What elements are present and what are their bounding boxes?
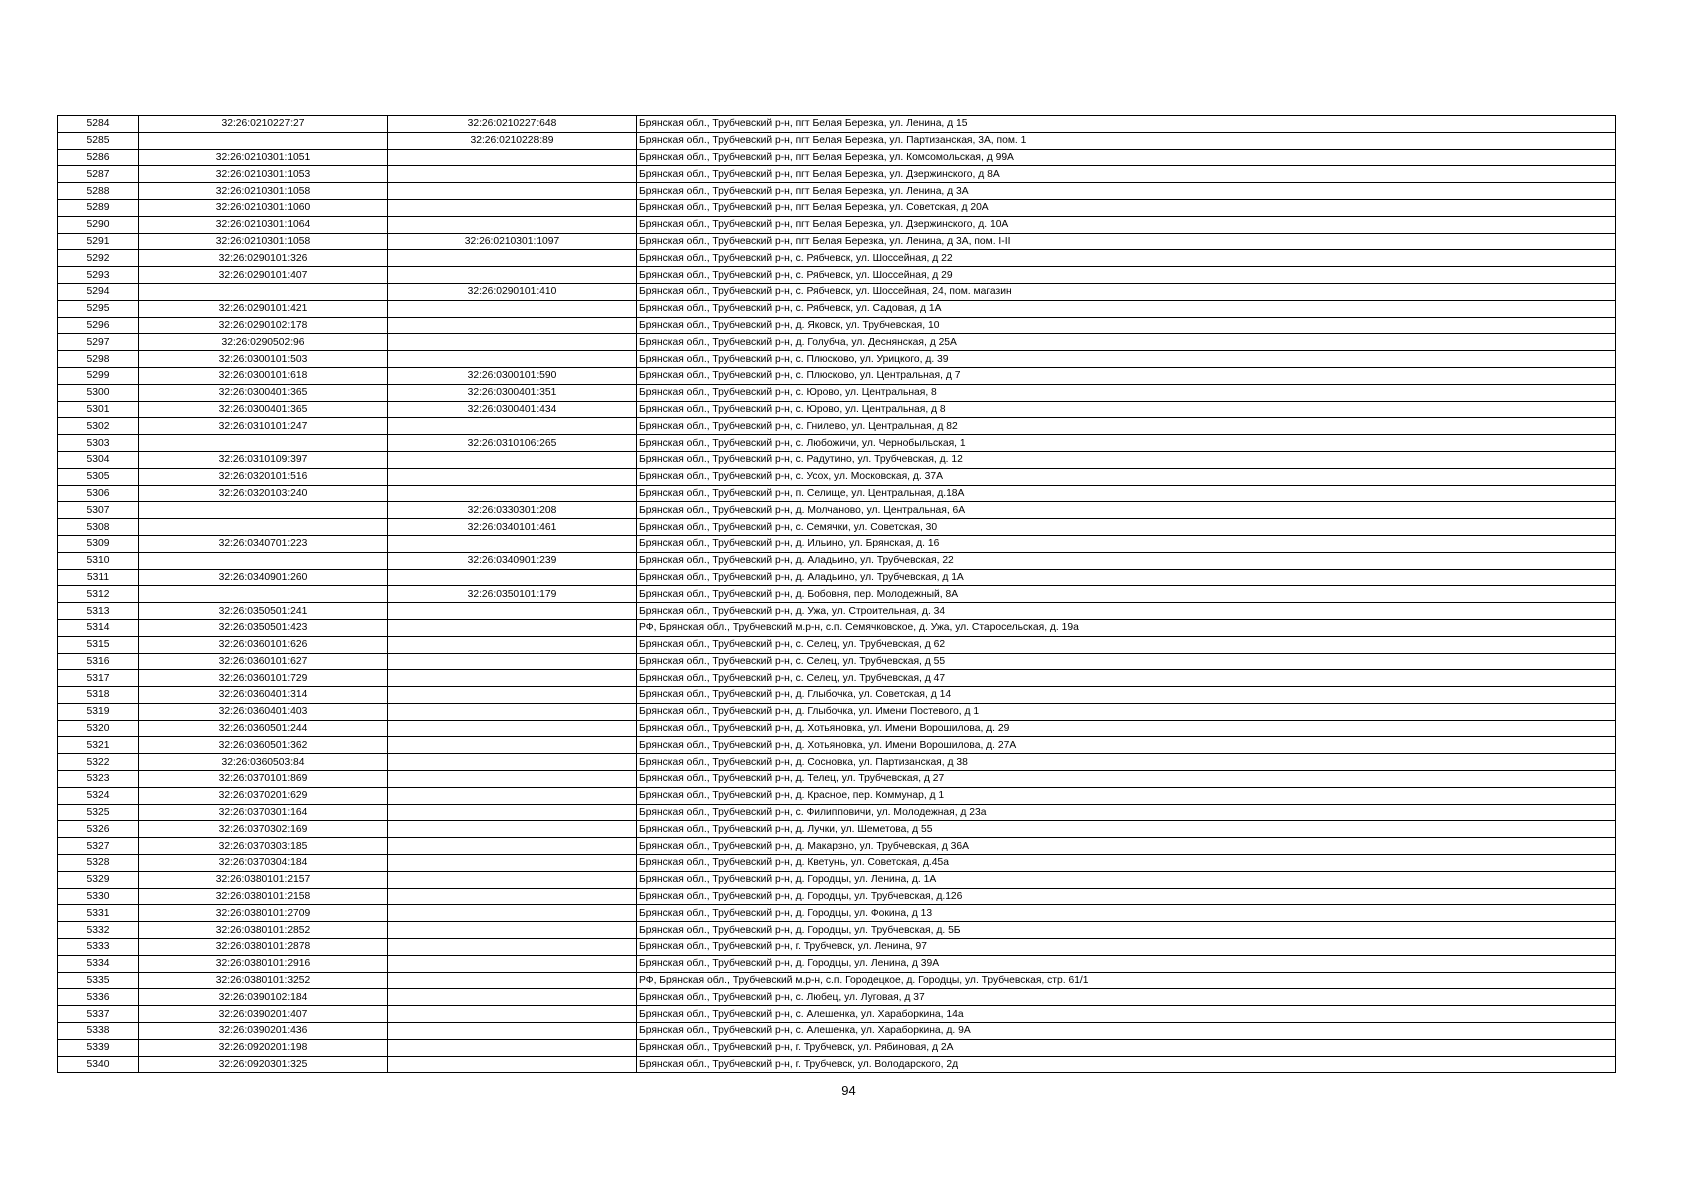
cadastral-number-cell: 32:26:0390102:184	[139, 989, 388, 1006]
table-row	[58, 720, 1616, 737]
premises-cadastral-number-cell	[388, 787, 637, 804]
address-cell: Брянская обл., Трубчевский р-н, с. Селец, ул. Трубчевская, д 62	[637, 636, 1616, 653]
table-row	[58, 821, 1616, 838]
address-cell: Брянская обл., Трубчевский р-н, с. Плюсково, ул. Центральная, д 7	[637, 367, 1616, 384]
row-number-cell: 5289	[58, 199, 139, 216]
table-row	[58, 502, 1616, 519]
premises-cadastral-number-cell	[388, 888, 637, 905]
table-row	[58, 1023, 1616, 1040]
table-row	[58, 603, 1616, 620]
premises-cadastral-number-cell	[388, 317, 637, 334]
row-number-cell: 5311	[58, 569, 139, 586]
table-row	[58, 317, 1616, 334]
address-cell: Брянская обл., Трубчевский р-н, д. Городцы, ул. Трубчевская, д.126	[637, 888, 1616, 905]
cadastral-number-cell: 32:26:0380101:2158	[139, 888, 388, 905]
cadastral-number-cell: 32:26:0340701:223	[139, 535, 388, 552]
address-cell: Брянская обл., Трубчевский р-н, д. Кветунь, ул. Советская, д.45а	[637, 855, 1616, 872]
address-cell: Брянская обл., Трубчевский р-н, д. Городцы, ул. Трубчевская, д. 5Б	[637, 922, 1616, 939]
row-number-cell: 5304	[58, 451, 139, 468]
table-row	[58, 737, 1616, 754]
cadastral-number-cell: 32:26:0360401:403	[139, 703, 388, 720]
row-number-cell: 5296	[58, 317, 139, 334]
table-row	[58, 855, 1616, 872]
row-number-cell: 5302	[58, 418, 139, 435]
row-number-cell: 5327	[58, 838, 139, 855]
premises-cadastral-number-cell	[388, 838, 637, 855]
cadastral-number-cell: 32:26:0370303:185	[139, 838, 388, 855]
table-row	[58, 922, 1616, 939]
address-cell: Брянская обл., Трубчевский р-н, пгт Белая Березка, ул. Ленина, д 15	[637, 116, 1616, 133]
premises-cadastral-number-cell	[388, 619, 637, 636]
premises-cadastral-number-cell	[388, 603, 637, 620]
table-row	[58, 418, 1616, 435]
cadastral-number-cell: 32:26:0290101:407	[139, 267, 388, 284]
address-cell: Брянская обл., Трубчевский р-н, д. Городцы, ул. Ленина, д 39А	[637, 955, 1616, 972]
registry-table	[57, 115, 1616, 1073]
row-number-cell: 5336	[58, 989, 139, 1006]
address-cell: Брянская обл., Трубчевский р-н, г. Трубчевск, ул. Ленина, 97	[637, 939, 1616, 956]
address-cell: Брянская обл., Трубчевский р-н, д. Городцы, ул. Ленина, д. 1А	[637, 871, 1616, 888]
premises-cadastral-number-cell: 32:26:0300401:351	[388, 384, 637, 401]
premises-cadastral-number-cell	[388, 670, 637, 687]
table-row	[58, 149, 1616, 166]
cadastral-number-cell	[139, 552, 388, 569]
table-row	[58, 888, 1616, 905]
cadastral-number-cell: 32:26:0380101:2916	[139, 955, 388, 972]
table-row	[58, 351, 1616, 368]
row-number-cell: 5297	[58, 334, 139, 351]
premises-cadastral-number-cell	[388, 855, 637, 872]
cadastral-number-cell: 32:26:0370101:869	[139, 771, 388, 788]
row-number-cell: 5301	[58, 401, 139, 418]
row-number-cell: 5294	[58, 283, 139, 300]
cadastral-number-cell: 32:26:0210301:1060	[139, 199, 388, 216]
table-row	[58, 955, 1616, 972]
address-cell: Брянская обл., Трубчевский р-н, с. Любец, ул. Луговая, д 37	[637, 989, 1616, 1006]
table-row	[58, 989, 1616, 1006]
table-row	[58, 687, 1616, 704]
address-cell: Брянская обл., Трубчевский р-н, д. Аладьино, ул. Трубчевская, д 1А	[637, 569, 1616, 586]
row-number-cell: 5286	[58, 149, 139, 166]
table-row	[58, 116, 1616, 133]
premises-cadastral-number-cell	[388, 687, 637, 704]
premises-cadastral-number-cell: 32:26:0300101:590	[388, 367, 637, 384]
row-number-cell: 5329	[58, 871, 139, 888]
address-cell: Брянская обл., Трубчевский р-н, д. Телец, ул. Трубчевская, д 27	[637, 771, 1616, 788]
table-row	[58, 435, 1616, 452]
row-number-cell: 5328	[58, 855, 139, 872]
address-cell: Брянская обл., Трубчевский р-н, д. Голубча, ул. Деснянская, д 25А	[637, 334, 1616, 351]
table-row	[58, 972, 1616, 989]
premises-cadastral-number-cell	[388, 535, 637, 552]
row-number-cell: 5306	[58, 485, 139, 502]
row-number-cell: 5319	[58, 703, 139, 720]
premises-cadastral-number-cell	[388, 754, 637, 771]
cadastral-number-cell: 32:26:0300101:503	[139, 351, 388, 368]
cadastral-number-cell: 32:26:0360101:729	[139, 670, 388, 687]
address-cell: Брянская обл., Трубчевский р-н, д. Хотьяновка, ул. Имени Ворошилова, д. 27А	[637, 737, 1616, 754]
address-cell: Брянская обл., Трубчевский р-н, д. Яковск, ул. Трубчевская, 10	[637, 317, 1616, 334]
premises-cadastral-number-cell: 32:26:0340901:239	[388, 552, 637, 569]
premises-cadastral-number-cell: 32:26:0310106:265	[388, 435, 637, 452]
premises-cadastral-number-cell	[388, 771, 637, 788]
row-number-cell: 5321	[58, 737, 139, 754]
premises-cadastral-number-cell	[388, 149, 637, 166]
premises-cadastral-number-cell: 32:26:0290101:410	[388, 283, 637, 300]
address-cell: Брянская обл., Трубчевский р-н, г. Трубчевск, ул. Рябиновая, д 2А	[637, 1039, 1616, 1056]
cadastral-number-cell: 32:26:0210301:1058	[139, 183, 388, 200]
row-number-cell: 5318	[58, 687, 139, 704]
address-cell: Брянская обл., Трубчевский р-н, д. Бобовня, пер. Молодежный, 8А	[637, 586, 1616, 603]
cadastral-number-cell	[139, 586, 388, 603]
premises-cadastral-number-cell	[388, 821, 637, 838]
address-cell: Брянская обл., Трубчевский р-н, пгт Белая Березка, ул. Комсомольская, д 99А	[637, 149, 1616, 166]
registry-table-body	[58, 116, 1616, 1073]
cadastral-number-cell: 32:26:0920301:325	[139, 1056, 388, 1073]
cadastral-number-cell: 32:26:0290102:178	[139, 317, 388, 334]
table-row	[58, 703, 1616, 720]
cadastral-number-cell: 32:26:0360101:626	[139, 636, 388, 653]
cadastral-number-cell: 32:26:0300401:365	[139, 401, 388, 418]
premises-cadastral-number-cell	[388, 939, 637, 956]
row-number-cell: 5293	[58, 267, 139, 284]
cadastral-number-cell: 32:26:0350501:423	[139, 619, 388, 636]
table-row	[58, 771, 1616, 788]
premises-cadastral-number-cell	[388, 1039, 637, 1056]
cadastral-number-cell	[139, 519, 388, 536]
cadastral-number-cell: 32:26:0390201:407	[139, 1006, 388, 1023]
table-row	[58, 552, 1616, 569]
address-cell: Брянская обл., Трубчевский р-н, с. Усох, ул. Московская, д. 37А	[637, 468, 1616, 485]
address-cell: Брянская обл., Трубчевский р-н, с. Гнилево, ул. Центральная, д 82	[637, 418, 1616, 435]
table-row	[58, 519, 1616, 536]
address-cell: Брянская обл., Трубчевский р-н, пгт Белая Березка, ул. Дзержинского, д 8А	[637, 166, 1616, 183]
table-row	[58, 1006, 1616, 1023]
address-cell: Брянская обл., Трубчевский р-н, с. Алешенка, ул. Хараборкина, 14а	[637, 1006, 1616, 1023]
premises-cadastral-number-cell	[388, 737, 637, 754]
cadastral-number-cell: 32:26:0210301:1053	[139, 166, 388, 183]
cadastral-number-cell: 32:26:0310109:397	[139, 451, 388, 468]
row-number-cell: 5325	[58, 804, 139, 821]
table-row	[58, 670, 1616, 687]
address-cell: Брянская обл., Трубчевский р-н, д. Молчаново, ул. Центральная, 6А	[637, 502, 1616, 519]
cadastral-number-cell: 32:26:0380101:2878	[139, 939, 388, 956]
row-number-cell: 5324	[58, 787, 139, 804]
row-number-cell: 5305	[58, 468, 139, 485]
cadastral-number-cell: 32:26:0210301:1051	[139, 149, 388, 166]
row-number-cell: 5322	[58, 754, 139, 771]
table-row	[58, 451, 1616, 468]
premises-cadastral-number-cell	[388, 653, 637, 670]
row-number-cell: 5316	[58, 653, 139, 670]
table-row	[58, 1039, 1616, 1056]
row-number-cell: 5295	[58, 300, 139, 317]
premises-cadastral-number-cell: 32:26:0210228:89	[388, 132, 637, 149]
address-cell: Брянская обл., Трубчевский р-н, с. Семячки, ул. Советская, 30	[637, 519, 1616, 536]
row-number-cell: 5308	[58, 519, 139, 536]
address-cell: Брянская обл., Трубчевский р-н, пгт Белая Березка, ул. Ленина, д 3А	[637, 183, 1616, 200]
address-cell: Брянская обл., Трубчевский р-н, д. Глыбочка, ул. Советская, д 14	[637, 687, 1616, 704]
premises-cadastral-number-cell	[388, 451, 637, 468]
premises-cadastral-number-cell	[388, 989, 637, 1006]
table-row	[58, 250, 1616, 267]
table-row	[58, 132, 1616, 149]
row-number-cell: 5330	[58, 888, 139, 905]
address-cell: Брянская обл., Трубчевский р-н, д. Ильино, ул. Брянская, д. 16	[637, 535, 1616, 552]
cadastral-number-cell	[139, 502, 388, 519]
table-row	[58, 384, 1616, 401]
table-row	[58, 334, 1616, 351]
premises-cadastral-number-cell	[388, 955, 637, 972]
premises-cadastral-number-cell	[388, 1023, 637, 1040]
table-row	[58, 838, 1616, 855]
premises-cadastral-number-cell: 32:26:0330301:208	[388, 502, 637, 519]
premises-cadastral-number-cell	[388, 569, 637, 586]
table-row	[58, 535, 1616, 552]
premises-cadastral-number-cell	[388, 418, 637, 435]
address-cell: РФ, Брянская обл., Трубчевский м.р-н, с.п. Городецкое, д. Городцы, ул. Трубчевская, стр. 61/1	[637, 972, 1616, 989]
row-number-cell: 5290	[58, 216, 139, 233]
row-number-cell: 5323	[58, 771, 139, 788]
row-number-cell: 5331	[58, 905, 139, 922]
cadastral-number-cell	[139, 283, 388, 300]
row-number-cell: 5285	[58, 132, 139, 149]
premises-cadastral-number-cell	[388, 199, 637, 216]
row-number-cell: 5288	[58, 183, 139, 200]
premises-cadastral-number-cell	[388, 166, 637, 183]
cadastral-number-cell: 32:26:0300101:618	[139, 367, 388, 384]
address-cell: Брянская обл., Трубчевский р-н, п. Селище, ул. Центральная, д.18А	[637, 485, 1616, 502]
address-cell: Брянская обл., Трубчевский р-н, д. Красное, пер. Коммунар, д 1	[637, 787, 1616, 804]
address-cell: Брянская обл., Трубчевский р-н, с. Радутино, ул. Трубчевская, д. 12	[637, 451, 1616, 468]
address-cell: Брянская обл., Трубчевский р-н, д. Сосновка, ул. Партизанская, д 38	[637, 754, 1616, 771]
table-row	[58, 267, 1616, 284]
premises-cadastral-number-cell	[388, 183, 637, 200]
address-cell: Брянская обл., Трубчевский р-н, с. Рябчевск, ул. Садовая, д 1А	[637, 300, 1616, 317]
table-row	[58, 216, 1616, 233]
cadastral-number-cell	[139, 132, 388, 149]
address-cell: Брянская обл., Трубчевский р-н, д. Макарзно, ул. Трубчевская, д 36А	[637, 838, 1616, 855]
address-cell: Брянская обл., Трубчевский р-н, с. Плюсково, ул. Урицкого, д. 39	[637, 351, 1616, 368]
address-cell: Брянская обл., Трубчевский р-н, г. Трубчевск, ул. Володарского, 2д	[637, 1056, 1616, 1073]
premises-cadastral-number-cell	[388, 905, 637, 922]
address-cell: Брянская обл., Трубчевский р-н, с. Алешенка, ул. Хараборкина, д. 9А	[637, 1023, 1616, 1040]
table-row	[58, 787, 1616, 804]
table-row	[58, 183, 1616, 200]
table-row	[58, 569, 1616, 586]
row-number-cell: 5307	[58, 502, 139, 519]
page-number: 94	[841, 1083, 856, 1098]
premises-cadastral-number-cell: 32:26:0210301:1097	[388, 233, 637, 250]
cadastral-number-cell: 32:26:0350501:241	[139, 603, 388, 620]
premises-cadastral-number-cell	[388, 804, 637, 821]
table-row	[58, 1056, 1616, 1073]
address-cell: Брянская обл., Трубчевский р-н, с. Любожичи, ул. Чернобыльская, 1	[637, 435, 1616, 452]
row-number-cell: 5292	[58, 250, 139, 267]
table-row	[58, 754, 1616, 771]
address-cell: РФ, Брянская обл., Трубчевский м.р-н, с.п. Семячковское, д. Ужа, ул. Старосельская, д. 19а	[637, 619, 1616, 636]
row-number-cell: 5334	[58, 955, 139, 972]
address-cell: Брянская обл., Трубчевский р-н, д. Городцы, ул. Фокина, д 13	[637, 905, 1616, 922]
table-row	[58, 283, 1616, 300]
cadastral-number-cell: 32:26:0370304:184	[139, 855, 388, 872]
cadastral-number-cell: 32:26:0380101:2852	[139, 922, 388, 939]
premises-cadastral-number-cell	[388, 300, 637, 317]
cadastral-number-cell: 32:26:0290101:326	[139, 250, 388, 267]
cadastral-number-cell: 32:26:0360501:362	[139, 737, 388, 754]
cadastral-number-cell: 32:26:0320101:516	[139, 468, 388, 485]
premises-cadastral-number-cell	[388, 636, 637, 653]
row-number-cell: 5326	[58, 821, 139, 838]
cadastral-number-cell: 32:26:0380101:2709	[139, 905, 388, 922]
cadastral-number-cell: 32:26:0380101:2157	[139, 871, 388, 888]
row-number-cell: 5312	[58, 586, 139, 603]
cadastral-number-cell: 32:26:0320103:240	[139, 485, 388, 502]
table-row	[58, 367, 1616, 384]
cadastral-number-cell: 32:26:0370201:629	[139, 787, 388, 804]
row-number-cell: 5299	[58, 367, 139, 384]
premises-cadastral-number-cell	[388, 485, 637, 502]
premises-cadastral-number-cell: 32:26:0210227:648	[388, 116, 637, 133]
cadastral-number-cell: 32:26:0210301:1058	[139, 233, 388, 250]
address-cell: Брянская обл., Трубчевский р-н, д. Глыбочка, ул. Имени Постевого, д 1	[637, 703, 1616, 720]
row-number-cell: 5332	[58, 922, 139, 939]
cadastral-number-cell: 32:26:0360401:314	[139, 687, 388, 704]
table-row	[58, 905, 1616, 922]
row-number-cell: 5287	[58, 166, 139, 183]
address-cell: Брянская обл., Трубчевский р-н, с. Рябчевск, ул. Шоссейная, 24, пом. магазин	[637, 283, 1616, 300]
row-number-cell: 5338	[58, 1023, 139, 1040]
row-number-cell: 5314	[58, 619, 139, 636]
table-row	[58, 619, 1616, 636]
row-number-cell: 5315	[58, 636, 139, 653]
row-number-cell: 5317	[58, 670, 139, 687]
row-number-cell: 5310	[58, 552, 139, 569]
address-cell: Брянская обл., Трубчевский р-н, с. Селец, ул. Трубчевская, д 47	[637, 670, 1616, 687]
row-number-cell: 5337	[58, 1006, 139, 1023]
address-cell: Брянская обл., Трубчевский р-н, с. Юрово, ул. Центральная, д 8	[637, 401, 1616, 418]
row-number-cell: 5309	[58, 535, 139, 552]
row-number-cell: 5284	[58, 116, 139, 133]
premises-cadastral-number-cell	[388, 922, 637, 939]
cadastral-number-cell: 32:26:0290502:96	[139, 334, 388, 351]
address-cell: Брянская обл., Трубчевский р-н, д. Аладьино, ул. Трубчевская, 22	[637, 552, 1616, 569]
table-row	[58, 166, 1616, 183]
address-cell: Брянская обл., Трубчевский р-н, с. Филипповичи, ул. Молодежная, д 23а	[637, 804, 1616, 821]
row-number-cell: 5300	[58, 384, 139, 401]
premises-cadastral-number-cell	[388, 250, 637, 267]
premises-cadastral-number-cell	[388, 703, 637, 720]
cadastral-number-cell	[139, 435, 388, 452]
premises-cadastral-number-cell	[388, 216, 637, 233]
premises-cadastral-number-cell	[388, 267, 637, 284]
table-row	[58, 199, 1616, 216]
table-row	[58, 485, 1616, 502]
premises-cadastral-number-cell: 32:26:0300401:434	[388, 401, 637, 418]
address-cell: Брянская обл., Трубчевский р-н, с. Рябчевск, ул. Шоссейная, д 22	[637, 250, 1616, 267]
cadastral-number-cell: 32:26:0340901:260	[139, 569, 388, 586]
table-row	[58, 939, 1616, 956]
cadastral-number-cell: 32:26:0370302:169	[139, 821, 388, 838]
table-row	[58, 401, 1616, 418]
premises-cadastral-number-cell	[388, 1056, 637, 1073]
table-row	[58, 586, 1616, 603]
cadastral-number-cell: 32:26:0310101:247	[139, 418, 388, 435]
cadastral-number-cell: 32:26:0210227:27	[139, 116, 388, 133]
row-number-cell: 5303	[58, 435, 139, 452]
address-cell: Брянская обл., Трубчевский р-н, д. Хотьяновка, ул. Имени Ворошилова, д. 29	[637, 720, 1616, 737]
row-number-cell: 5320	[58, 720, 139, 737]
cadastral-number-cell: 32:26:0920201:198	[139, 1039, 388, 1056]
premises-cadastral-number-cell	[388, 1006, 637, 1023]
row-number-cell: 5340	[58, 1056, 139, 1073]
table-row	[58, 804, 1616, 821]
address-cell: Брянская обл., Трубчевский р-н, пгт Белая Березка, ул. Советская, д 20А	[637, 199, 1616, 216]
address-cell: Брянская обл., Трубчевский р-н, пгт Белая Березка, ул. Дзержинского, д. 10А	[637, 216, 1616, 233]
premises-cadastral-number-cell	[388, 871, 637, 888]
row-number-cell: 5291	[58, 233, 139, 250]
address-cell: Брянская обл., Трубчевский р-н, д. Лучки, ул. Шеметова, д 55	[637, 821, 1616, 838]
premises-cadastral-number-cell	[388, 720, 637, 737]
table-row	[58, 653, 1616, 670]
address-cell: Брянская обл., Трубчевский р-н, пгт Белая Березка, ул. Партизанская, 3А, пом. 1	[637, 132, 1616, 149]
row-number-cell: 5339	[58, 1039, 139, 1056]
table-row	[58, 636, 1616, 653]
address-cell: Брянская обл., Трубчевский р-н, с. Селец, ул. Трубчевская, д 55	[637, 653, 1616, 670]
cadastral-number-cell: 32:26:0210301:1064	[139, 216, 388, 233]
table-row	[58, 871, 1616, 888]
address-cell: Брянская обл., Трубчевский р-н, пгт Белая Березка, ул. Ленина, д 3А, пом. I-II	[637, 233, 1616, 250]
row-number-cell: 5298	[58, 351, 139, 368]
table-row	[58, 300, 1616, 317]
premises-cadastral-number-cell: 32:26:0350101:179	[388, 586, 637, 603]
table-row	[58, 468, 1616, 485]
address-cell: Брянская обл., Трубчевский р-н, д. Ужа, ул. Строительная, д. 34	[637, 603, 1616, 620]
cadastral-number-cell: 32:26:0290101:421	[139, 300, 388, 317]
premises-cadastral-number-cell: 32:26:0340101:461	[388, 519, 637, 536]
table-row	[58, 233, 1616, 250]
premises-cadastral-number-cell	[388, 972, 637, 989]
cadastral-number-cell: 32:26:0390201:436	[139, 1023, 388, 1040]
cadastral-number-cell: 32:26:0360503:84	[139, 754, 388, 771]
address-cell: Брянская обл., Трубчевский р-н, с. Рябчевск, ул. Шоссейная, д 29	[637, 267, 1616, 284]
row-number-cell: 5333	[58, 939, 139, 956]
cadastral-number-cell: 32:26:0370301:164	[139, 804, 388, 821]
premises-cadastral-number-cell	[388, 468, 637, 485]
address-cell: Брянская обл., Трубчевский р-н, с. Юрово, ул. Центральная, 8	[637, 384, 1616, 401]
premises-cadastral-number-cell	[388, 351, 637, 368]
cadastral-number-cell: 32:26:0360501:244	[139, 720, 388, 737]
cadastral-number-cell: 32:26:0300401:365	[139, 384, 388, 401]
row-number-cell: 5335	[58, 972, 139, 989]
cadastral-number-cell: 32:26:0360101:627	[139, 653, 388, 670]
cadastral-number-cell: 32:26:0380101:3252	[139, 972, 388, 989]
row-number-cell: 5313	[58, 603, 139, 620]
premises-cadastral-number-cell	[388, 334, 637, 351]
